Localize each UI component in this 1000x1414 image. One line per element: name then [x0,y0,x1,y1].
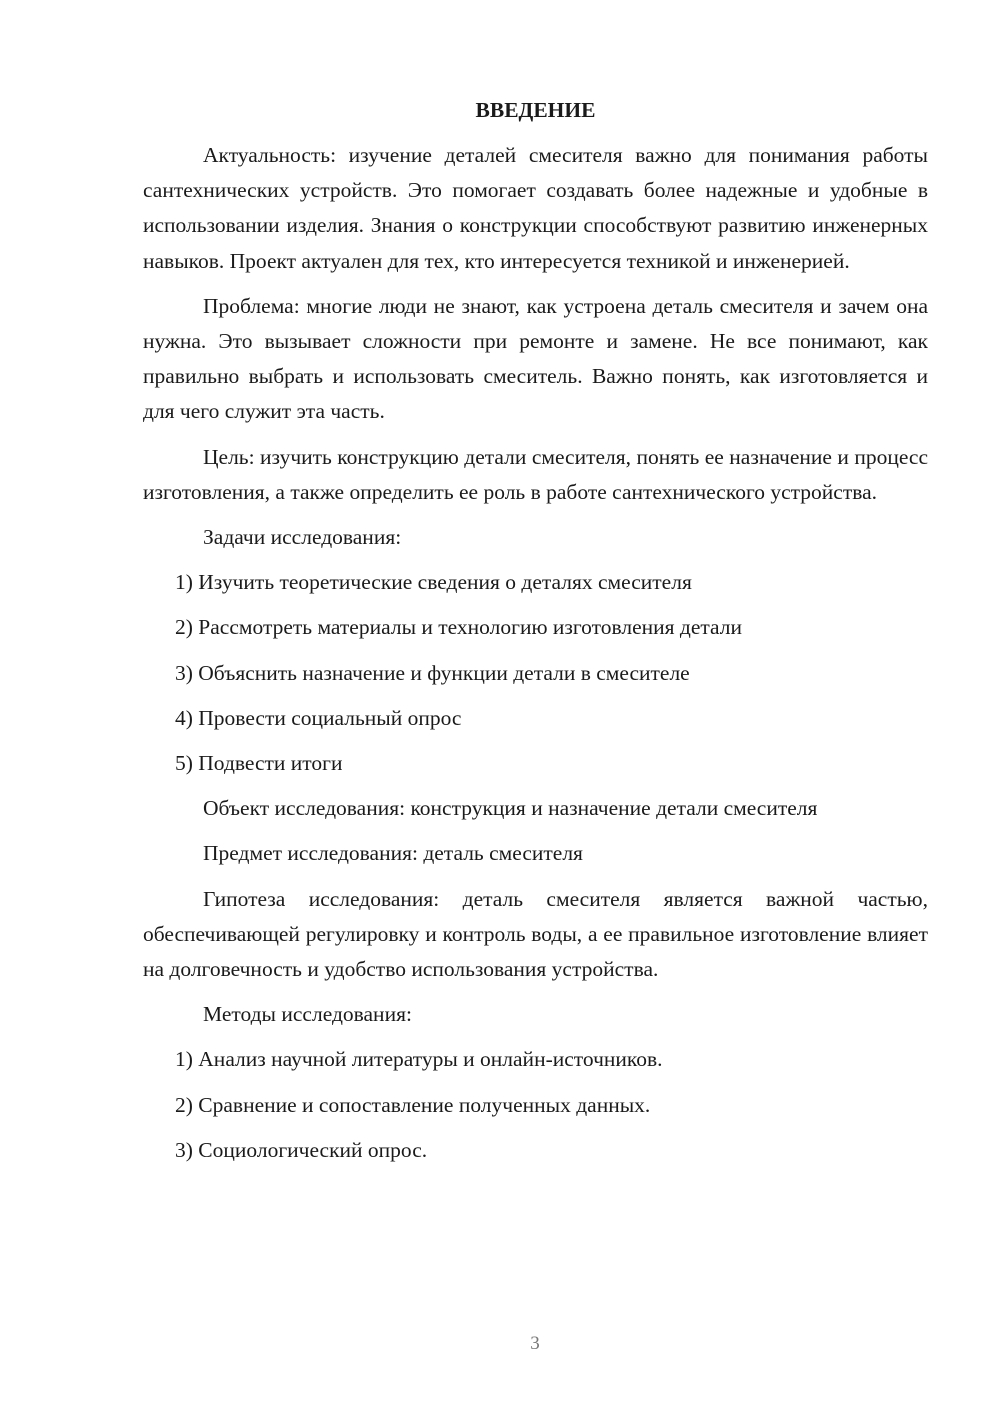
method-item: 3) Социологический опрос. [175,1137,428,1162]
task-item: 4) Провести социальный опрос [175,705,462,730]
page-content [143,92,928,1178]
research-subject: Предмет исследования: деталь смесителя [203,841,583,866]
page-number: 3 [530,1333,540,1354]
research-object: Объект исследования: конструкция и назначение детали смесителя [203,796,818,821]
problem-paragraph: Проблема: многие люди не знают, как устроена деталь смесителя и зачем она нужна. Это вызывает сложности при ремонте и замене. Не все понимают, как правильно выбрать и использовать смеситель. Важно понять, как изготовляется и для чего служит эта часть. [143,293,928,424]
methods-heading: Методы исследования: [203,1002,412,1027]
method-item: 1) Анализ научной литературы и онлайн-источников. [175,1047,663,1072]
task-item: 1) Изучить теоретические сведения о деталях смесителя [175,570,692,595]
task-item: 3) Объяснить назначение и функции детали в смесителе [175,660,690,685]
hypothesis-paragraph: Гипотеза исследования: деталь смесителя является важной частью, обеспечивающей регулировку и контроль воды, а ее правильное изготовление влияет на долговечность и удобство использования устройства. [143,886,928,982]
task-item: 5) Подвести итоги [175,751,343,776]
page-title: ВВЕДЕНИЕ [475,98,596,122]
tasks-heading: Задачи исследования: [203,525,402,550]
method-item: 2) Сравнение и сопоставление полученных данных. [175,1092,651,1117]
task-item: 2) Рассмотреть материалы и технологию изготовления детали [175,615,743,640]
goal-paragraph: Цель: изучить конструкцию детали смесителя, понять ее назначение и процесс изготовления, а также определить ее роль в работе сантехнического устройства. [143,444,928,504]
relevance-paragraph: Актуальность: изучение деталей смесителя важно для понимания работы сантехнических устройств. Это помогает создавать более надежные и удобные в использовании изделия. Знания о конструкции способствуют развитию инженерных навыков. Проект актуален для тех, кто интересуется техникой и инженерией. [143,143,928,273]
